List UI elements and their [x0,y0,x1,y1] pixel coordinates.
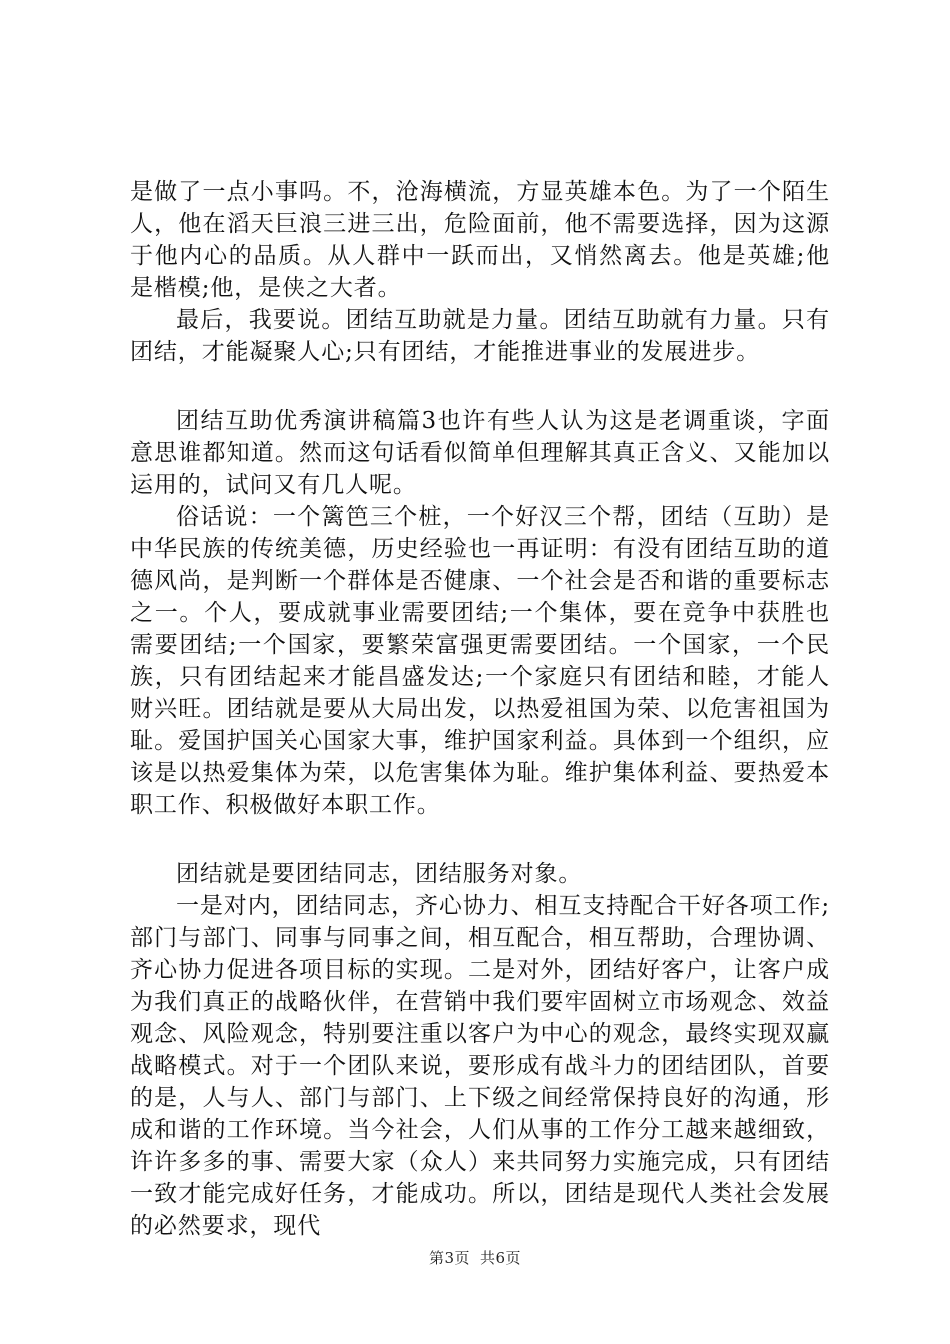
paragraph-continuation: 是做了一点小事吗。不，沧海横流，方显英雄本色。为了一个陌生人，他在滔天巨浪三进三出，危险面前，他不需要选择，因为这源于他内心的品质。从人群中一跃而出，又悄然离去。他是英雄;他是楷模;他，是侠之大者。 [130,179,830,301]
page-footer [0,1248,950,1268]
page-number-current: 第3页 [428,1249,470,1267]
paragraph-speech-3-intro: 团结互助优秀演讲稿篇3也许有些人认为这是老调重谈，字面意思谁都知道。然而这句话看似简单但理解其真正含义、又能加以运用的，试问又有几人呢。 [130,408,830,498]
paragraph-internal-external: 一是对内，团结同志，齐心协力、相互支持配合干好各项工作;部门与部门、同事与同事之间，相互配合，相互帮助，合理协调、齐心协力促进各项目标的实现。二是对外，团结好客户，让客户成为我们真正的战略伙伴，在营销中我们要牢固树立市场观念、效益观念、风险观念，特别要注重以客户为中心的观念，最终实现双赢战略模式。对于一个团队来说，要形成有战斗力的团结团队，首要的是，人与人、部门与部门、上下级之间经常保持良好的沟通，形成和谐的工作环境。当今社会，人们从事的工作分工越来越细致，许许多多的事、需要大家（众人）来共同努力实施完成，只有团结一致才能完成好任务，才能成功。所以，团结是现代人类社会发展的必然要求，现代 [130,893,830,1239]
page-number-total: 共6页 [480,1249,522,1267]
paragraph-unite-colleagues: 团结就是要团结同志，团结服务对象。 [176,861,583,887]
document-body [130,176,830,1242]
paragraph-conclusion: 最后，我要说。团结互助就是力量。团结互助就有力量。只有团结，才能凝聚人心;只有团结，才能推进事业的发展进步。 [130,307,830,365]
paragraph-proverb: 俗话说：一个篱笆三个桩，一个好汉三个帮，团结（互助）是中华民族的传统美德，历史经验也一再证明：有没有团结互助的道德风尚，是判断一个群体是否健康、一个社会是否和谐的重要标志之一。个人，要成就事业需要团结;一个集体，要在竞争中获胜也需要团结;一个国家，要繁荣富强更需要团结。一个国家，一个民族，只有团结起来才能昌盛发达;一个家庭只有团结和睦，才能人财兴旺。团结就是要从大局出发，以热爱祖国为荣、以危害祖国为耻。爱国护国关心国家大事，维护国家利益。具体到一个组织，应该是以热爱集体为荣，以危害集体为耻。维护集体利益、要热爱本职工作、积极做好本职工作。 [130,504,830,818]
